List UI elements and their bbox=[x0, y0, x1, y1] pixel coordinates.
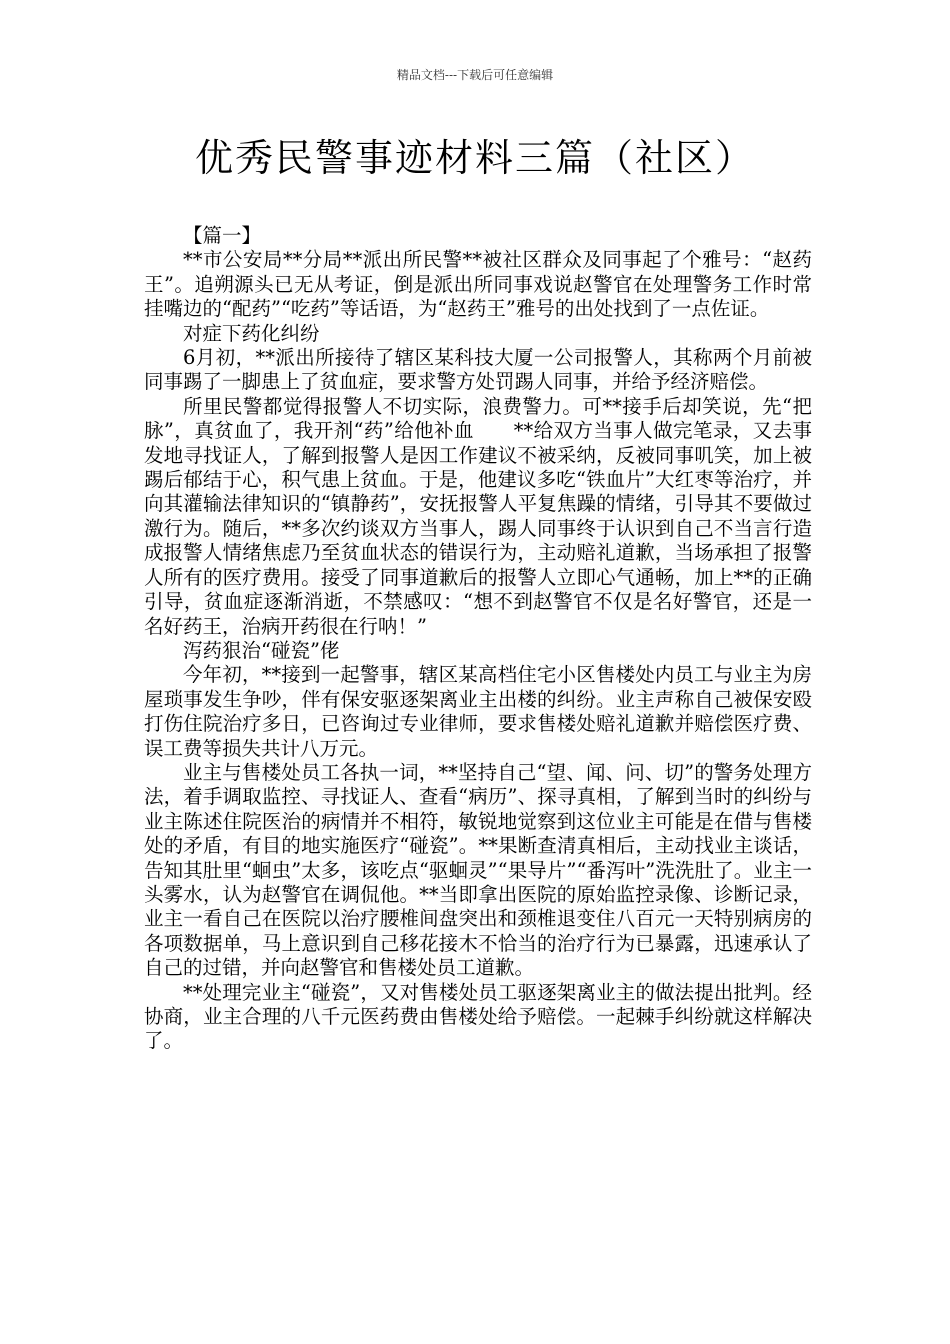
paragraph: 所里民警都觉得报警人不切实际，浪费警力。可**接手后却笑说，先“把脉”，真贫血了，我开剂“药”给他补血 **给双方当事人做完笔录，又去事发地寻找证人，了解到报警人是因工作建议不被采纳，反被同事叽笑，加上被踢后郁结于心，积气患上贫血。于是，他建议多吃“铁血片”大红枣等治疗，并向其灌输法律知识的“镇静药”，安抚报警人平复焦躁的情绪，引导其不要做过激行为。随后，**多次约谈双方当事人，踢人同事终于认识到自己不当言行造成报警人情绪焦虑乃至贫血状态的错误行为，主动赔礼道歉，当场承担了报警人所有的医疗费用。接受了同事道歉后的报警人立即心气通畅，加上**的正确引导，贫血症逐渐消逝，不禁感叹：“想不到赵警官不仅是名好警官，还是一名好药王，治病开药很在行呐！” bbox=[144, 394, 812, 638]
paragraph: 6月初，**派出所接待了辖区某科技大厦一公司报警人，其称两个月前被同事踢了一脚患上了贫血症，要求警方处罚踢人同事，并给予经济赔偿。 bbox=[144, 346, 812, 394]
paragraph: **处理完业主“碰瓷”，又对售楼处员工驱逐架离业主的做法提出批判。经协商，业主合理的八千元医药费由售楼处给予赔偿。一起棘手纠纷就这样解决了。 bbox=[144, 980, 812, 1053]
paragraph: **市公安局**分局**派出所民警**被社区群众及同事起了个雅号：“赵药王”。追朔源头已无从考证，倒是派出所同事戏说赵警官在处理警务工作时常挂嘴边的“配药”“吃药”等话语，为“赵药王”雅号的出处找到了一点佐证。 bbox=[144, 248, 812, 321]
subheading: 对症下药化纠纷 bbox=[183, 321, 320, 345]
document-body bbox=[144, 224, 812, 1054]
document-title: 优秀民警事迹材料三篇（社区） bbox=[194, 136, 755, 180]
section-label: 【篇一】 bbox=[183, 224, 262, 247]
paragraph: 业主与售楼处员工各执一词，**坚持自己“望、闻、问、切”的警务处理方法，着手调取监控、寻找证人、查看“病历”、探寻真相，了解到当时的纠纷与业主陈述住院医治的病情并不相符，敏锐地觉察到这位业主可能是在借与售楼处的矛盾，有目的地实施医疗“碰瓷”。**果断查清真相后，主动找业主谈话，告知其肚里“蛔虫”太多，该吃点“驱蛔灵”“果导片”“番泻叶”洗洗肚了。业主一头雾水，认为赵警官在调侃他。**当即拿出医院的原始监控录像、诊断记录，业主一看自己在医院以治疗腰椎间盘突出和颈椎退变住八百元一天特别病房的各项数据单，马上意识到自己移花接木不恰当的治疗行为已暴露，迅速承认了自己的过错，并向赵警官和售楼处员工道歉。 bbox=[144, 760, 812, 980]
subheading: 泻药狠治“碰瓷”佬 bbox=[183, 638, 340, 662]
page-header-note: 精品文档---下载后可任意编辑 bbox=[396, 68, 554, 82]
paragraph: 今年初，**接到一起警事，辖区某高档住宅小区售楼处内员工与业主为房屋琐事发生争吵，伴有保安驱逐架离业主出楼的纠纷。业主声称自己被保安殴打伤住院治疗多日，已咨询过专业律师，要求售楼处赔礼道歉并赔偿医疗费、误工费等损失共计八万元。 bbox=[144, 663, 812, 760]
